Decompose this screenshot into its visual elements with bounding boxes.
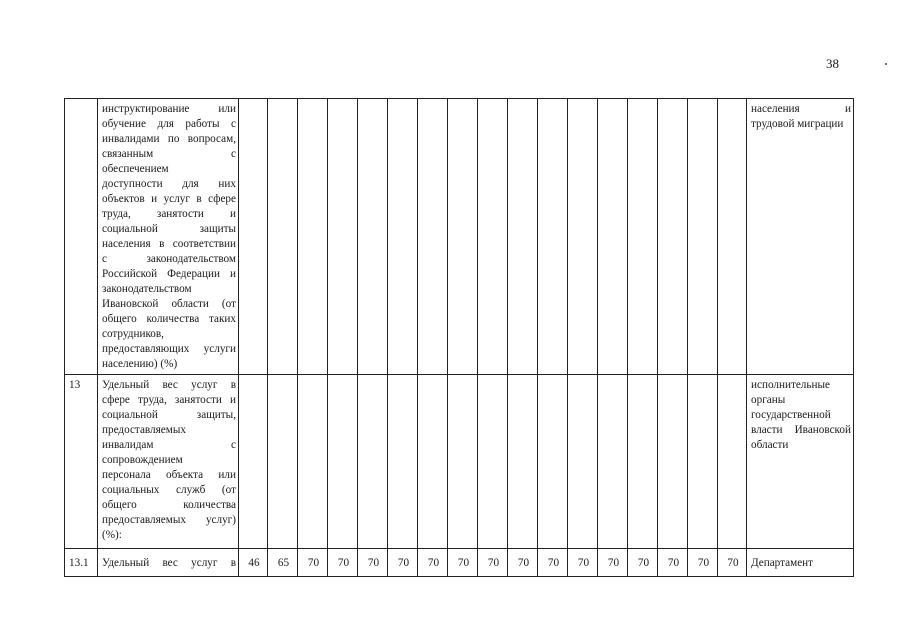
page-number: 38 <box>826 56 839 71</box>
value-cell: 70 <box>388 549 418 577</box>
description-line: населения в соответствии <box>102 238 236 250</box>
indicator-description-cell <box>98 549 239 577</box>
description-line: Ивановской области (от <box>102 298 236 310</box>
responsible-line: органы <box>751 394 786 406</box>
row-number-cell: 13 <box>65 375 98 549</box>
row-number-cell <box>65 99 98 375</box>
description-line: социальной защиты, <box>102 409 236 421</box>
responsible-line: трудовой миграции <box>751 118 844 130</box>
value-cell <box>358 375 388 549</box>
value-cell <box>628 375 658 549</box>
value-cell <box>358 99 388 375</box>
description-line: Удельный вес услуг в <box>102 556 236 569</box>
description-line: персонала объекта или <box>102 469 236 481</box>
value-cell: 70 <box>628 549 658 577</box>
description-line: предоставляющих услуги <box>102 343 236 355</box>
value-cell <box>328 99 358 375</box>
value-cell <box>298 375 328 549</box>
description-line: сопровождением <box>102 454 183 466</box>
value-cell <box>298 99 328 375</box>
responsible-cell <box>747 99 854 375</box>
value-cell: 70 <box>508 549 538 577</box>
value-cell: 46 <box>239 549 268 577</box>
responsible-cell <box>747 549 854 577</box>
description-line: предоставляемых услуг) <box>102 514 236 526</box>
value-cell: 70 <box>688 549 718 577</box>
responsible-line: Департамент <box>751 556 814 569</box>
description-line: обучение для работы с <box>102 118 236 130</box>
value-cell: 70 <box>298 549 328 577</box>
value-cell: 70 <box>598 549 628 577</box>
value-cell <box>388 375 418 549</box>
value-cell: 70 <box>718 549 747 577</box>
responsible-line: исполнительные <box>751 379 830 391</box>
value-cell <box>538 99 568 375</box>
value-cell: 70 <box>538 549 568 577</box>
value-cell <box>568 375 598 549</box>
value-cell: 70 <box>658 549 688 577</box>
value-cell <box>658 375 688 549</box>
responsible-line: населения и <box>751 103 851 115</box>
description-line: общего количества <box>102 499 236 511</box>
description-line: Российской Федерации и <box>102 268 236 280</box>
value-cell <box>598 99 628 375</box>
responsible-line: области <box>751 439 789 451</box>
responsible-cell <box>747 375 854 549</box>
description-line: социальной защиты <box>102 223 236 235</box>
indicator-description-cell <box>98 375 239 549</box>
value-cell <box>268 99 298 375</box>
value-cell: 70 <box>358 549 388 577</box>
description-line: социальных служб (от <box>102 484 236 496</box>
value-cell <box>508 375 538 549</box>
scan-speck <box>885 63 887 65</box>
value-cell <box>448 99 478 375</box>
value-cell <box>328 375 358 549</box>
value-cell <box>718 99 747 375</box>
responsible-line: государственной <box>751 409 831 421</box>
value-cell <box>478 99 508 375</box>
value-cell: 70 <box>328 549 358 577</box>
row-number-cell: 13.1 <box>65 549 98 577</box>
description-line: инвалидам с <box>102 439 236 451</box>
value-cell <box>658 99 688 375</box>
description-line: законодательством <box>102 283 192 295</box>
description-line: с законодательством <box>102 253 236 265</box>
value-cell <box>538 375 568 549</box>
description-line: сотрудников, <box>102 328 164 340</box>
description-line: сфере труда, занятости и <box>102 394 236 406</box>
value-cell: 70 <box>448 549 478 577</box>
description-line: труда, занятости и <box>102 208 236 220</box>
description-line: (%): <box>102 529 122 541</box>
value-cell <box>418 99 448 375</box>
value-cell <box>688 99 718 375</box>
description-line: объектов и услуг в сфере <box>102 193 236 205</box>
value-cell: 70 <box>568 549 598 577</box>
indicator-description-cell <box>98 99 239 375</box>
value-cell <box>568 99 598 375</box>
value-cell <box>508 99 538 375</box>
description-line: предоставляемых <box>102 424 186 436</box>
table-row <box>65 99 854 375</box>
value-cell <box>268 375 298 549</box>
value-cell <box>628 99 658 375</box>
value-cell <box>478 375 508 549</box>
value-cell: 65 <box>268 549 298 577</box>
table-row <box>65 549 854 577</box>
description-line: населению) (%) <box>102 358 178 370</box>
description-line: общего количества таких <box>102 313 236 325</box>
description-line: доступности для них <box>102 178 236 190</box>
indicators-table <box>64 98 854 577</box>
value-cell: 70 <box>418 549 448 577</box>
value-cell: 70 <box>478 549 508 577</box>
value-cell <box>388 99 418 375</box>
value-cell <box>239 375 268 549</box>
value-cell <box>239 99 268 375</box>
value-cell <box>598 375 628 549</box>
description-line: обеспечением <box>102 163 169 175</box>
description-line: инвалидами по вопросам, <box>102 133 236 145</box>
value-cell <box>418 375 448 549</box>
table-row <box>65 375 854 549</box>
description-line: инструктирование или <box>102 103 236 115</box>
value-cell <box>688 375 718 549</box>
value-cell <box>718 375 747 549</box>
description-line: связанным с <box>102 148 236 160</box>
responsible-line: власти Ивановской <box>751 424 851 436</box>
value-cell <box>448 375 478 549</box>
description-line: Удельный вес услуг в <box>102 379 236 391</box>
